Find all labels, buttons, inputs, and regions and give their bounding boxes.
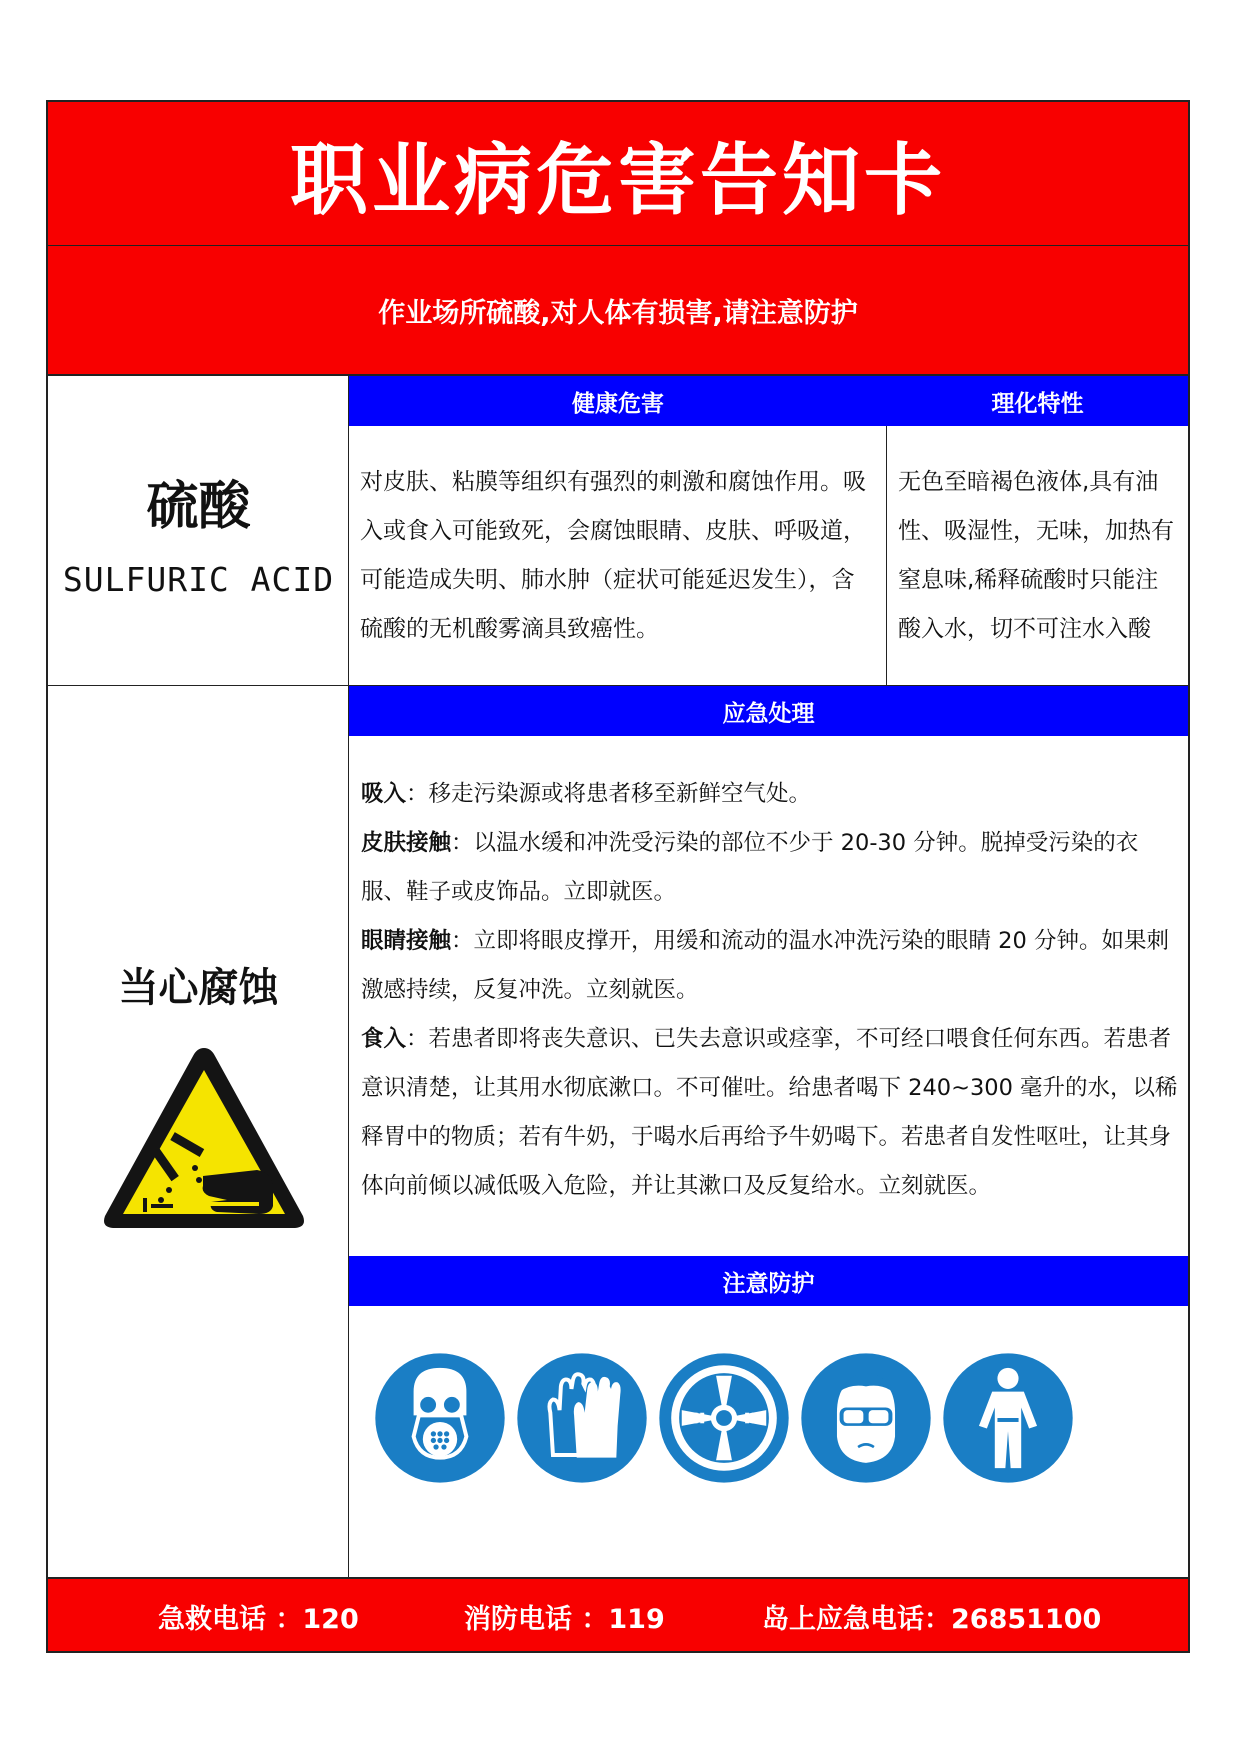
emergency-item-ingestion: [361, 1015, 1178, 1211]
emergency-item-skin: [361, 819, 1178, 917]
emergency-item-label: 吸入: [361, 781, 407, 807]
emergency-item-text: 移走污染源或将患者移至新鲜空气处。: [428, 781, 812, 807]
protection-heading: [349, 1256, 1188, 1306]
emergency-item-text: 若患者即将丧失意识、已失去意识或痉挛，不可经口喂食任何东西。若患者意识清楚，让其用水彻底漱口。不可催吐。给患者喝下 240~300 毫升的水，以稀释胃中的物质；若有牛奶，于喝水后再给予牛奶喝下。若患者自发性呕吐，让其身体向前倾以减低吸入危险，并让其漱口及反复给水。立刻就医。: [361, 1026, 1178, 1199]
hazard-notice-card: [46, 100, 1190, 1653]
ventilation-fan-icon: [658, 1352, 790, 1484]
physical-properties-heading-text: 理化特性: [991, 390, 1084, 417]
emergency-item-text: 以温水缓和冲洗受污染的部位不少于 20-30 分钟。脱掉受污染的衣服、鞋子或皮饰品。立即就医。: [361, 830, 1139, 905]
safety-goggles-icon: [800, 1352, 932, 1484]
emergency-item-sep: ：: [406, 1026, 429, 1052]
emergency-heading-text: 应急处理: [722, 700, 815, 727]
chemical-name-en: SULFURIC ACID: [62, 560, 335, 599]
physical-properties-heading: [887, 376, 1188, 426]
protection-heading-text: 注意防护: [722, 1270, 815, 1297]
corrosion-warning-icon: [99, 1040, 309, 1235]
caution-label: 当心腐蚀: [118, 965, 279, 1011]
protection-icons-cell: [349, 1306, 1188, 1577]
emergency-text: [349, 736, 1188, 1256]
island-emergency-phone: 岛上应急电话：26851100: [762, 1603, 1102, 1635]
health-hazard-heading-text: 健康危害: [572, 390, 664, 417]
emergency-item-inhalation: [361, 770, 1178, 819]
emergency-item-label: 眼睛接触: [361, 928, 452, 954]
first-aid-phone: 急救电话 ：120: [158, 1603, 359, 1635]
emergency-item-label: 皮肤接触: [361, 830, 452, 856]
protective-gloves-icon: [516, 1352, 648, 1484]
physical-properties-text: 无色至暗褐色液体,具有油性、吸湿性，无味，加热有窒息味,稀释硫酸时只能注酸入水，切不可注水入酸: [887, 426, 1188, 686]
emergency-item-sep: ：: [451, 928, 474, 954]
emergency-item-label: 食入: [361, 1026, 407, 1052]
caution-cell: [48, 686, 349, 1577]
title-band: [48, 102, 1188, 246]
gas-mask-icon: [374, 1352, 506, 1484]
fire-phone: 消防电话 ：119: [464, 1603, 665, 1635]
chemical-name-cn: 硫酸: [146, 477, 251, 537]
emergency-item-sep: ：: [451, 830, 474, 856]
subtitle-band: [48, 246, 1188, 376]
emergency-item-eyes: [361, 917, 1178, 1015]
health-hazard-heading: [349, 376, 887, 426]
page-subtitle: 作业场所硫酸,对人体有损害,请注意防护: [378, 297, 858, 329]
emergency-item-text: 立即将眼皮撑开，用缓和流动的温水冲洗污染的眼睛 20 分钟。如果刺激感持续，反复冲洗。立刻就医。: [361, 928, 1169, 1003]
health-hazard-text: 对皮肤、粘膜等组织有强烈的刺激和腐蚀作用。吸入或食入可能致死，会腐蚀眼睛、皮肤、呼吸道，可能造成失明、肺水肿（症状可能延迟发生），含硫酸的无机酸雾滴具致癌性。: [349, 426, 887, 686]
footer-band: [48, 1577, 1188, 1651]
page-title: 职业病危害告知卡: [289, 135, 946, 226]
chemical-name-cell: [48, 376, 349, 686]
protective-suit-icon: [942, 1352, 1074, 1484]
emergency-heading: [349, 686, 1188, 736]
emergency-item-sep: ：: [406, 781, 429, 807]
